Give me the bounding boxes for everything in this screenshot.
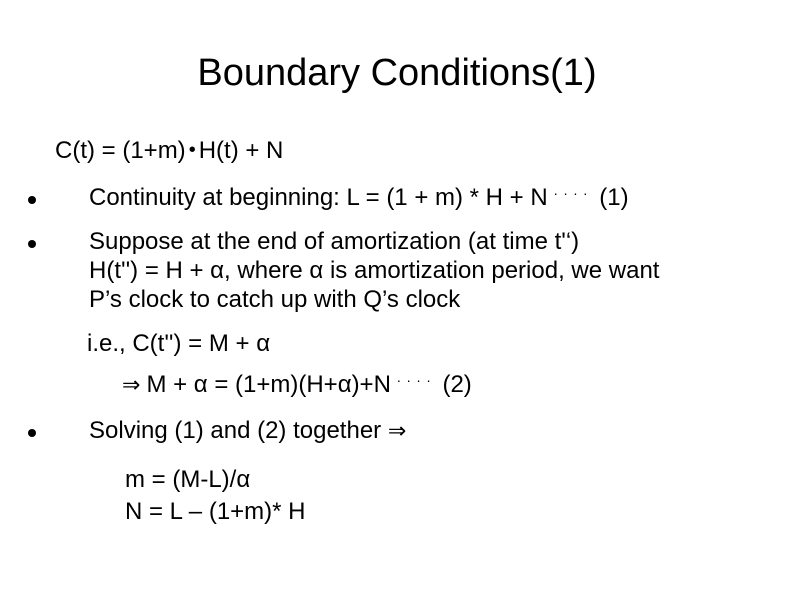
multiply-dot-icon: •: [188, 139, 196, 161]
implies-arrow-icon: ⇒: [387, 418, 407, 443]
formula-left: C(t) = (1+m): [55, 137, 186, 164]
bullet-continuity: [89, 183, 629, 215]
bullet-solving: [89, 416, 412, 446]
implication-line: [122, 370, 472, 402]
equation-label-2: (2): [442, 371, 472, 398]
solving-text: Solving (1) and (2) together: [89, 417, 382, 444]
bullet-icon: [28, 196, 36, 204]
solution-m: m = (M-L)/α: [125, 466, 251, 493]
continuity-text: Continuity at beginning: L = (1 + m) * H + N: [89, 184, 548, 211]
bullet-icon: [28, 429, 36, 437]
bullet-icon: [28, 240, 36, 248]
formula-right: H(t) + N: [198, 137, 284, 164]
bullet-suppose-line1: Suppose at the end of amortization (at time t'‘): [89, 228, 580, 255]
bullet-suppose-line3: P’s clock to catch up with Q’s clock: [89, 286, 461, 313]
ellipsis-dots: ....: [553, 182, 594, 198]
slide-title: Boundary Conditions(1): [197, 52, 597, 94]
formula-line: [55, 136, 283, 167]
bullet-suppose-line2: H(t'') = H + α, where α is amortization period, we want: [89, 257, 660, 284]
ie-line: i.e., C(t'') = M + α: [87, 330, 271, 357]
implication-text: M + α = (1+m)(H+α)+N: [146, 371, 391, 398]
implies-arrow-icon: ⇒: [122, 372, 141, 397]
solution-n: N = L – (1+m)* H: [125, 498, 306, 525]
equation-label-1: (1): [599, 184, 629, 211]
ellipsis-dots: ....: [396, 369, 437, 385]
